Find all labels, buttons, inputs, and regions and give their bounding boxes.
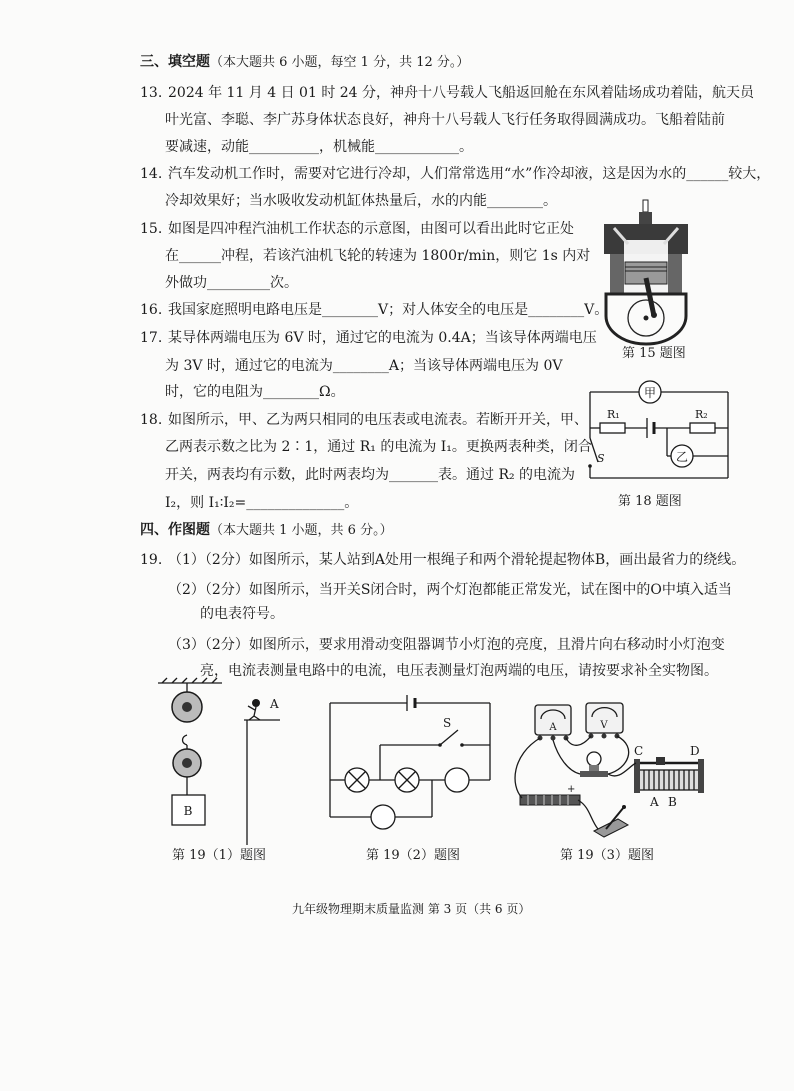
cylinder-wall-right	[668, 254, 682, 294]
terminal-c-label: C	[634, 744, 644, 758]
figure-18-caption: 第 18 题图	[618, 494, 682, 509]
question-18-line: I₂，则 I₁∶I₂=______________。	[165, 495, 359, 511]
switch-terminal	[460, 743, 464, 747]
question-17-line: 某导体两端电压为 6V 时，通过它的电流为 0.4A；当该导体两端电压	[168, 330, 597, 346]
section-3-note: （本大题共 6 小题，每空 1 分，共 12 分。）	[210, 55, 470, 70]
lamp-2	[395, 768, 419, 792]
question-16-number: 16.	[140, 302, 163, 318]
spark-plug-tip	[643, 200, 648, 212]
figure-19-2-caption: 第 19（2）题图	[366, 848, 460, 863]
knife-switch	[594, 805, 628, 837]
wire	[608, 736, 629, 774]
question-17-line: 为 3V 时，通过它的电流为________A；当该导体两端电压为 0V	[165, 358, 563, 374]
switch-blade	[440, 730, 458, 745]
resistor-r2	[690, 423, 715, 433]
person-figure	[248, 699, 260, 720]
battery	[520, 795, 580, 805]
ceiling-hatching	[162, 678, 217, 683]
question-15-number: 15.	[140, 221, 163, 237]
section-3-header	[140, 53, 469, 72]
crank-axle	[644, 316, 649, 321]
section-3-label: 三、填空题	[140, 54, 210, 70]
bulb	[580, 752, 608, 777]
hook	[183, 735, 188, 745]
resistor-r2-label: R₂	[695, 408, 708, 421]
page-footer: 九年级物理期末质量监测 第 3 页（共 6 页）	[292, 902, 531, 916]
figure-19-3-caption: 第 19（3）题图	[560, 848, 654, 863]
question-19-part-1: （1）（2分）如图所示，某人站到A处用一根绳子和两个滑轮提起物体B，画出最省力的绕线。	[168, 552, 746, 568]
meter-yi-label: 乙	[675, 450, 689, 464]
terminal-a-label: A	[650, 795, 659, 809]
question-18-line: 乙两表示数之比为 2∶1，通过 R₁ 的电流为 I₁。更换两表种类，闭合	[165, 439, 592, 455]
question-16-line: 我国家庭照明电路电压是________V；对人体安全的电压是________V。	[168, 302, 609, 318]
movable-pulley-axle	[182, 758, 192, 768]
object-b-label: B	[183, 804, 193, 818]
question-15-line: 在______冲程，若该汽油机飞轮的转速为 1800r/min，则它 1s 内对	[165, 248, 591, 264]
question-17-number: 17.	[140, 330, 163, 346]
spark-plug-body	[639, 212, 652, 224]
lamp-1	[345, 768, 369, 792]
voltmeter-label: V	[600, 720, 608, 731]
terminal-d-label: D	[690, 744, 700, 758]
meter-blank-bottom	[371, 805, 395, 829]
fixed-pulley-axle	[182, 702, 192, 712]
crank-pin	[651, 312, 657, 318]
resistor-r1-label: R₁	[607, 408, 620, 421]
question-15-line: 外做功_________次。	[165, 275, 298, 291]
question-14-number: 14.	[140, 166, 163, 182]
switch-label: S	[597, 452, 605, 465]
figure-19-1-caption: 第 19（1）题图	[172, 848, 266, 863]
rheostat	[634, 757, 704, 793]
section-4-note: （本大题共 1 小题，共 6 分。）	[210, 523, 393, 538]
question-13-number: 13.	[140, 85, 163, 101]
question-13-line: 2024 年 11 月 4 日 01 时 24 分，神舟十八号载人飞船返回舱在东风着陆场成功着陆，航天员	[168, 85, 755, 101]
question-19-part-2-continued: 的电表符号。	[200, 606, 284, 622]
wire	[515, 738, 540, 798]
point-a-label: A	[270, 697, 279, 711]
terminal-b-label: B	[668, 795, 677, 809]
question-18-number: 18.	[140, 412, 163, 428]
cylinder-wall-left	[610, 254, 624, 294]
section-4-header	[140, 521, 393, 540]
question-18-line: 如图所示，甲、乙为两只相同的电压表或电流表。若断开开关，甲、	[168, 412, 588, 428]
figure-15-engine	[596, 198, 696, 348]
wire	[608, 763, 636, 776]
figure-19-2-circuit	[325, 695, 497, 835]
wire	[566, 736, 591, 745]
section-4-label: 四、作图题	[140, 522, 210, 538]
battery-plus-label: +	[567, 784, 576, 795]
question-18-line: 开关，两表均有示数，此时两表均为_______表。通过 R₂ 的电流为	[165, 467, 576, 483]
question-13-line: 要减速，动能__________，机械能____________。	[165, 139, 473, 155]
ammeter-label: A	[549, 722, 557, 733]
resistor-r1	[600, 423, 625, 433]
figure-18-circuit	[585, 378, 735, 490]
question-14-line: 汽车发动机工作时，需要对它进行冷却，人们常常选用“水”作冷却液，这是因为水的______较大，	[168, 166, 771, 182]
wire	[578, 800, 598, 829]
combustion-chamber	[624, 240, 668, 254]
question-19-part-3: （3）（2分）如图所示，要求用滑动变阻器调节小灯泡的亮度，且滑片向右移动时小灯泡变	[168, 637, 725, 653]
switch-label: S	[443, 716, 452, 730]
meter-blank-right	[445, 768, 469, 792]
question-13-line: 叶光富、李聪、李广苏身体状态良好，神舟十八号载人飞行任务取得圆满成功。飞船着陆前	[165, 112, 725, 128]
question-19-number: 19.	[140, 552, 163, 568]
figure-19-3-physical-circuit	[510, 695, 710, 843]
figure-15-caption: 第 15 题图	[622, 346, 686, 361]
question-15-line: 如图是四冲程汽油机工作状态的示意图，由图可以看出此时它正处	[168, 221, 574, 237]
question-19-part-3-continued: 亮，电流表测量电路中的电流，电压表测量灯泡两端的电压，请按要求补全实物图。	[200, 663, 718, 679]
figure-19-1-pulleys	[150, 675, 290, 850]
question-17-line: 时，它的电阻为________Ω。	[165, 384, 345, 400]
meter-jia-label: 甲	[643, 386, 657, 400]
question-19-part-2: （2）（2分）如图所示，当开关S闭合时，两个灯泡都能正常发光，试在图中的O中填入适当	[168, 582, 732, 598]
question-14-line: 冷却效果好；当水吸收发动机缸体热量后，水的内能________。	[165, 193, 557, 209]
